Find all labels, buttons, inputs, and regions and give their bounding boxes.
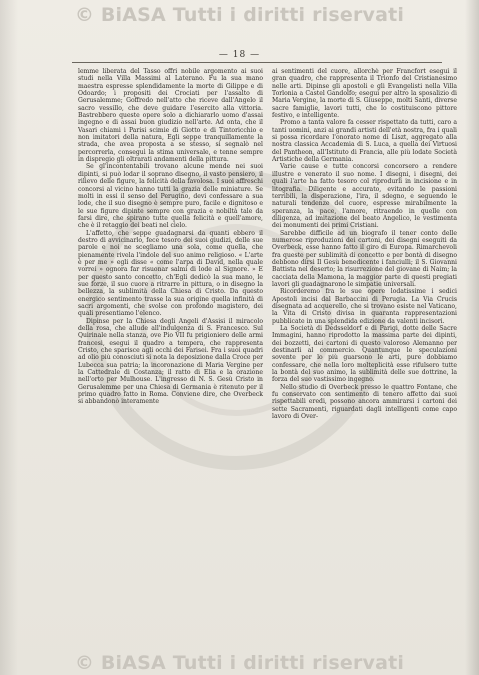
page-number: — 18 — [218, 50, 261, 60]
header-rule [72, 62, 442, 63]
text-column-right [272, 68, 457, 643]
copyright-watermark-top: © BiASA Tutti i diritti riservati [74, 4, 405, 26]
paragraph: Sarebbe difficile ad un biografo il tener conto delle numerose riproduzioni dei cartoni, dei disegni eseguiti da Overbeck, esse hanno fatto il giro di Europa. Rimarchevoli fra queste per sublimità di concetto e per bontà di disegno debbono dirsi Il Gesù benedicente i fanciulli; il S. Giovanni Battista nel deserto; la risurrezione del giovane di Naim; la cacciata della Mamona, la maggior parte di questi pregiati lavori gli guadagnarono le simpatie universali. [272, 229, 457, 288]
paragraph: Nello studio di Overbeck presso le quattro Fontane, che fu conservato con sentimento di tenero affetto dai suoi rispettabili eredi, possono ancora ammirarsi i cartoni dei sette Sacramenti, riguardati dagli intelligenti come capo lavoro di Over- [272, 383, 457, 421]
paragraph: Se gl'incontentabili trovano alcune mende nei suoi dipinti, si può lodar il soprano disegno, il vasto pensiero, il rilievo delle figure, la felicità della favolosa. I suoi affreschi concorsi al vicino hanno tutti la grazia delle miniature. Se molti in essi il senso del Perugino, devi confessare a sua lode, che il suo disegno è sempre puro, facile e dignitoso e le sue figure dipinte sempre con grazia e nobiltà tale da farsi dire, che spirano tutte quella felicità e quell'amore, che è il retaggio dei beati nel cielo. [78, 163, 263, 230]
page-right-shadow [465, 0, 479, 675]
paragraph: La Società di Dedsseldorf e di Parigi, dotte delle Sacre Immagini, hanno riprodotto la massima parte dei dipinti, dei bozzetti, dei cartoni di questo valoroso Alemanno per destinarli al commercio. Quantunque le speculazioni sovente per lo più guarsono le arti, pure dobbiamo confessare, che nella loro molteplicità esse rifulsero tutte la bontà del suo animo, la sublimità delle sue dottrine, la forza del suo vastissimo ingegno. [272, 325, 457, 384]
paragraph: Varie cause e tutte concorsi concorsero a rendere illustre e venerato il suo nome. I disegni, i disegni, dei quali l'arte ha fatto tesoro col riprodurli in incisione e in litografia. Diligente e accurato, evitando le passioni terribili, la disperazione, l'ira, il sdegno, e seguendo le naturali tendenze del cuore, espresse mirabilmente la speranza, la pace, l'amore, ritraendo in quelle con diligenza, ad imitazione del beato Angelico, le vestimenta dei monumenti dei primi Cristiani. [272, 163, 457, 230]
page-left-shadow [0, 0, 18, 675]
paragraph: lemme liberata del Tasso offri nobile argomento ai suoi studi nella Villa Massimi al Laterano. Fu la sua mano maestra espresse splendidamente la morte di Gilippe e di Odoardo; i propositi dei Crociati per l'assalto di Gerusalemme; Goffredo nell'atto che riceve dall'Angelo il sacro vessillo, che deve guidare l'esercito alla vittoria. Bastrebbero queste opere solo a dichiararlo uomo d'assai ingegno e di assai buon giudizio nell'arte. Ad onta, che il Vasari chiami i Parisi scimie di Giotto e di Tintoricchio e non imitatori della natura, Egli seppe tranquillamente la strada, che avea proposta a se stesso, si segnalò nel percorrerla, conseguì la stima universale, e tenne sempre in dispregio gli oltrarati andamenti della pittura. [78, 68, 263, 164]
paragraph: Dipinse per la Chiesa degli Angeli d'Assisi il miracolo della rosa, che allude all'indulgenza di S. Francesco. Sul Quirinale nella stanza, ove Pio VII fu prigioniero delle armi francesi, esegui il quadro a tempera, che rappresenta Cristo, che sparisce agli occhi dei Farisei. Fra i suoi quadri ad olio più conosciuti si nota la deposizione dalla Croce per Lubecca sua patria; la incoronazione di Maria Vergine per la Cattedrale di Costanza; il ratto di Elia e la orazione nell'orto per Mulhouse. L'ingresso di N. S. Gesù Cristo in Gerusalemme per una Chiesa di Germania è ritenuto per il primo quadro fatto in Roma. Conviene dire, che Overbeck si abbandonò interamente [78, 317, 263, 406]
paragraph: L'affetto, che seppe guadagnarsi da quanti ebbero il destro di avvicinarlo, fece tesoro dei suoi giudizi, delle sue parole e noi ne scegliamo una sola, come quella, che pienamente rivela l'indole del suo animo religioso. « L'arte è per me » egli disse « come l'arpa di David, nella quale vorrei » ognora far risuonar salmi di lode al Signore. » E per questo santo concetto, ch'Egli dedicò la sua mano, le sue forze, il suo cuore a ritrarre in pittura, o in disegno la bellezza, la sublimità della Chiesa di Cristo. Da questo energico sentimento trasse la sua origine quella infinità di sacri argomenti, che svolse con profondo magistero, dei quali presentiamo l'elenco. [78, 229, 263, 318]
copyright-watermark-bottom: © BiASA Tutti i diritti riservati [74, 652, 405, 674]
paragraph: Ricorderemo fra le sue opere lodatissime i sedici Apostoli incisi dal Barbaccini di Perugia. La Via Crucis disegnata ad acquerello, che si trovano esiste nel Vaticano, la Vita di Cristo divisa in quaranta rappresentazioni pubblicate in una splendida edizione da valenti incisori. [272, 288, 457, 325]
paragraph: ai sentimenti del cuore, allorchè per Francfort eseguì il gran quadro, che rappresenta il Trionfo del Cristianesimo nelle arti. Dipinse gli apostoli e gli Evangelisti nella Villa Torlonia a Castel Gandolfo; esegui per altro la sposalizio di Maria Vergine, la morte di S. Giuseppe, molti Santi, diverse sacre famiglie, lavori tutti, che lo costituiscono pittore festivo, e intelligente. [272, 68, 457, 120]
paragraph: Promo a tanta valore fa cesser rispettato da tutti, caro a tanti uomini, anzi ai grandi artisti dell'età nostra, fra i quali si possa ricordare l'onorato nome di Liszt, aggregato alla nostra classica Accademia di S. Luca, a quella dei Virtuosi del Pantheon, all'Istituto di Francia, alle più lodate Società Artistiche della Germania. [272, 119, 457, 164]
text-column-left [78, 68, 263, 643]
